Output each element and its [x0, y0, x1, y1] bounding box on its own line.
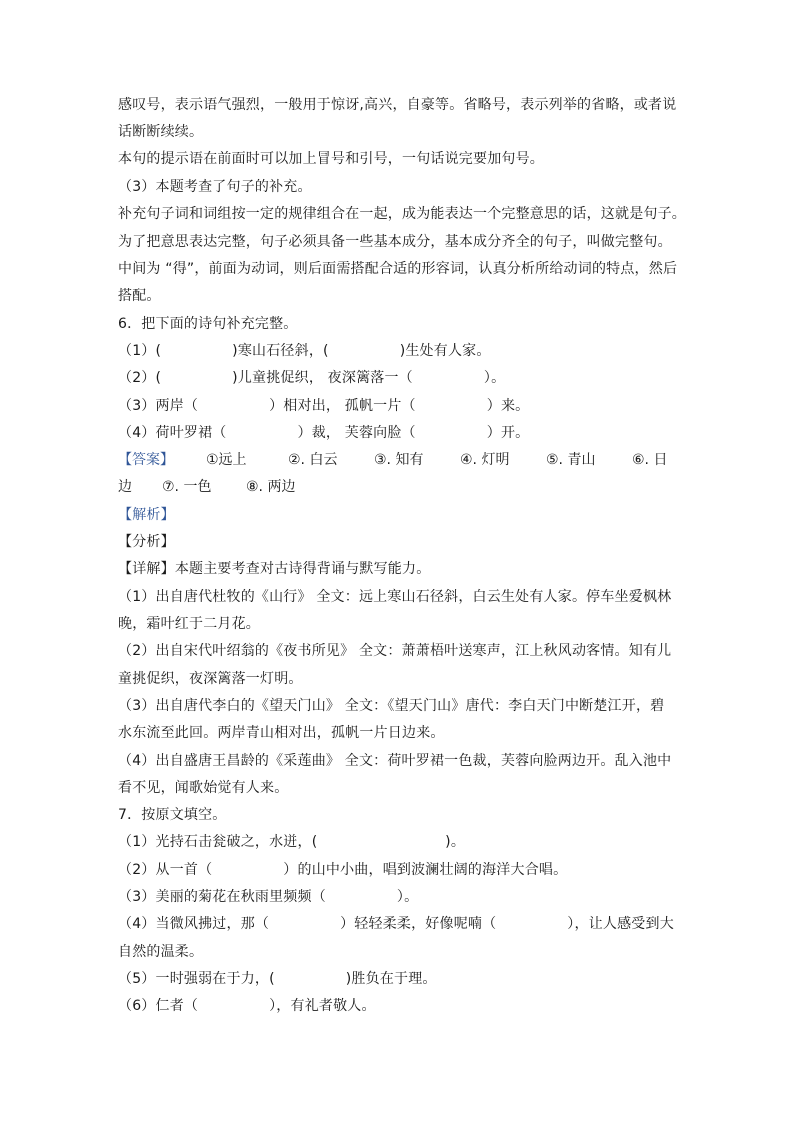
text-line: （3）美丽的菊花在秋雨里频频（ ）。 — [118, 889, 419, 905]
text-line: （1）( )寒山石径斜，( )生处有人家。 — [118, 343, 491, 359]
detail-text: 本题主要考查对古诗得背诵与默写能力。 — [174, 561, 431, 577]
question-title: 6．把下面的诗句补充完整。 — [118, 316, 298, 332]
text-line: 童挑促织，夜深篱落一灯明。 — [118, 671, 303, 687]
text-line: 本句的提示语在前面时可以加上冒号和引号，一句话说完要加句号。 — [118, 151, 544, 167]
analysis-tag: 【解析】 — [118, 507, 175, 523]
text-line: 中间为 “得”，前面为动词，则后面需搭配合适的形容词，认真分析所给动词的特点，然后 — [118, 261, 678, 277]
text-line: 晚，霜叶红于二月花。 — [118, 616, 260, 632]
text-line: （3）本题考查了句子的补充。 — [118, 179, 312, 195]
text-line: 补充句子词和词组按一定的规律组合在一起，成为能表达一个完整意思的话，这就是句子。 — [118, 206, 686, 222]
text-line: （4）出自盛唐王昌龄的《采莲曲》 全文：荷叶罗裙一色裁，芙蓉向脸两边开。乱入池中 — [118, 753, 672, 769]
text-line: （6）仁者（ ），有礼者敬人。 — [118, 998, 376, 1014]
text-line: （3）出自唐代李白的《望天门山》 全文：《望天门山》唐代：李白天门中断楚江开，碧 — [118, 698, 665, 714]
text-line: （4）荷叶罗裙（ ）裁， 芙蓉向脸（ ）开。 — [118, 425, 530, 441]
text-line: （4）当微风拂过，那（ ）轻轻柔柔，好像呢喃（ ），让人感受到大 — [118, 916, 674, 932]
detail-tag: 【详解】 — [118, 561, 175, 577]
text-line: 话断断续续。 — [118, 124, 204, 140]
text-line: （2）出自宋代叶绍翁的《夜书所见》 全文：萧萧梧叶送寒声，江上秋风动客情。知有儿 — [118, 643, 672, 659]
answer-tag: 【答案】 — [118, 452, 174, 468]
answer-item: ⑥. 日 — [632, 452, 668, 468]
fenxi-tag: 【分析】 — [118, 534, 175, 550]
answer-item: ⑧. 两边 — [246, 479, 296, 495]
text-line: （2）( )儿童挑促织， 夜深篱落一（ ）。 — [118, 370, 506, 386]
text-line: （3）两岸（ ）相对出， 孤帆一片（ ）来。 — [118, 398, 530, 414]
text-line: 为了把意思表达完整，句子必须具备一些基本成分，基本成分齐全的句子，叫做完整句。 — [118, 234, 672, 250]
answer-line — [118, 450, 174, 470]
answer-item: 边 — [118, 479, 132, 495]
answer-item: ①远上 — [206, 452, 247, 468]
text-line: （1）出自唐代杜牧的《山行》 全文：远上寒山石径斜，白云生处有人家。停车坐爱枫林 — [118, 589, 672, 605]
text-line: 自然的温柔。 — [118, 944, 204, 960]
answer-item: ③. 知有 — [374, 452, 424, 468]
answer-item: ②. 白云 — [288, 452, 338, 468]
text-line: 看不见，闻歌始觉有人来。 — [118, 780, 289, 796]
answer-item: ⑦. 一色 — [162, 479, 212, 495]
text-line: （5）一时强弱在于力，( )胜负在于理。 — [118, 971, 437, 987]
answer-item: ④. 灯明 — [460, 452, 510, 468]
text-line: 感叹号，表示语气强烈，一般用于惊讶,高兴，自豪等。省略号，表示列举的省略，或者说 — [118, 97, 677, 113]
answer-item: ⑤. 青山 — [546, 452, 596, 468]
question-title: 7．按原文填空。 — [118, 807, 227, 823]
detail-line — [118, 559, 430, 579]
text-line: 水东流至此回。两岸青山相对出，孤帆一片日边来。 — [118, 725, 445, 741]
text-line: （2）从一首（ ）的山中小曲，唱到波澜壮阔的海洋大合唱。 — [118, 862, 568, 878]
text-line: 搭配。 — [118, 288, 161, 304]
text-line: （1）光持石击瓮破之，水迸，( )。 — [118, 834, 466, 850]
